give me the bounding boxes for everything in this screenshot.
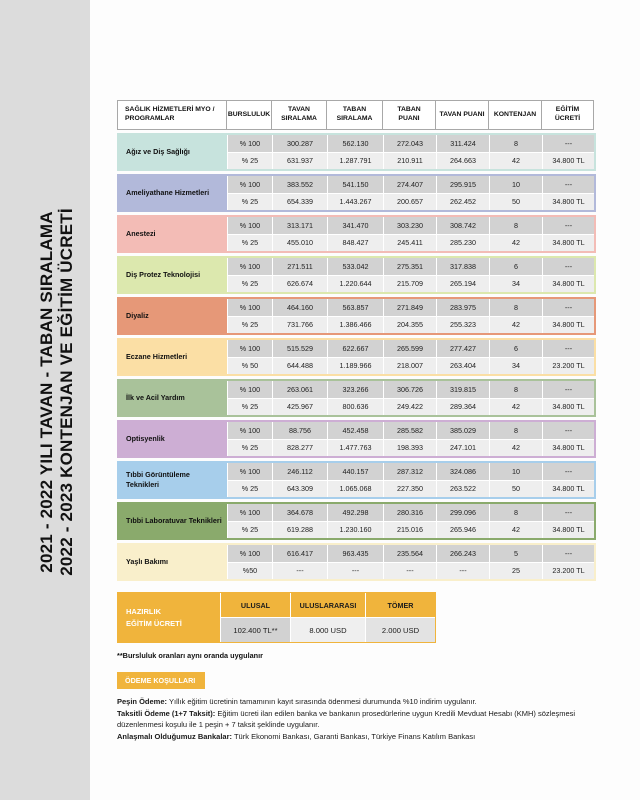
cell-kontenjan: 42 [490,399,542,416]
program-group [117,174,596,212]
cell-bursluluk: % 25 [228,481,272,498]
prep-col-uluslararasi: ULUSLARARASI [291,593,365,617]
program-group [117,133,596,171]
cell-kontenjan: 42 [490,522,542,539]
cell-taban-siralama: 323.266 [328,381,383,398]
payment-item-text: Yıllık eğitim ücretinin tamamının kayıt sırasında ödenmesi durumunda %10 indirim uygulanır. [167,697,477,706]
cell-tavan-siralama: 455.010 [273,235,327,252]
side-title [37,208,77,576]
program-group [117,502,596,540]
prep-fee-title-line1: HAZIRLIK [126,607,161,617]
col-header-kontenjan: KONTENJAN [489,101,541,129]
cell-taban-puani: 303.230 [384,217,436,234]
cell-taban-siralama: 622.667 [328,340,383,357]
cell-tavan-siralama: 88.756 [273,422,327,439]
cell-tavan-siralama: --- [273,563,327,580]
cell-egitim-ucreti: 34.800 TL [543,481,594,498]
cell-tavan-siralama: 731.766 [273,317,327,334]
cell-taban-siralama: 562.130 [328,135,383,152]
program-name: Ameliyathane Hizmetleri [119,176,227,210]
cell-kontenjan: 5 [490,545,542,562]
cell-kontenjan: 10 [490,463,542,480]
program-group [117,379,596,417]
cell-tavan-puani: 264.663 [437,153,489,170]
cell-taban-siralama: 1.230.160 [328,522,383,539]
cell-taban-siralama: 963.435 [328,545,383,562]
cell-kontenjan: 50 [490,194,542,211]
program-group [117,297,596,335]
cell-tavan-puani: 283.975 [437,299,489,316]
program-name: Diş Protez Teknolojisi [119,258,227,292]
cell-bursluluk: % 25 [228,522,272,539]
cell-tavan-puani: 319.815 [437,381,489,398]
program-name: İlk ve Acil Yardım [119,381,227,415]
program-group [117,543,596,581]
cell-taban-puani: --- [384,563,436,580]
cell-egitim-ucreti: --- [543,504,594,521]
program-name: Anestezi [119,217,227,251]
payment-item [117,696,595,708]
cell-bursluluk: % 100 [228,340,272,357]
payment-item [117,708,595,731]
cell-tavan-puani: 247.101 [437,440,489,457]
cell-tavan-puani: 299.096 [437,504,489,521]
cell-tavan-siralama: 464.160 [273,299,327,316]
cell-tavan-puani: 262.452 [437,194,489,211]
cell-tavan-puani: 285.230 [437,235,489,252]
cell-egitim-ucreti: 34.800 TL [543,399,594,416]
cell-tavan-siralama: 313.171 [273,217,327,234]
cell-taban-siralama: 440.157 [328,463,383,480]
cell-kontenjan: 8 [490,504,542,521]
prep-fee-title-line2: EĞİTİM ÜCRETİ [126,618,182,628]
prep-col-ulusal: ULUSAL [221,593,290,617]
cell-tavan-siralama: 263.061 [273,381,327,398]
col-header-tavan-siralama: TAVAN SIRALAMA [272,101,326,129]
cell-bursluluk: % 25 [228,317,272,334]
cell-bursluluk: % 100 [228,545,272,562]
cell-egitim-ucreti: 34.800 TL [543,194,594,211]
cell-bursluluk: % 100 [228,463,272,480]
main-content [117,100,596,742]
cell-tavan-puani: 324.086 [437,463,489,480]
cell-tavan-puani: 289.364 [437,399,489,416]
cell-taban-siralama: 563.857 [328,299,383,316]
cell-kontenjan: 10 [490,176,542,193]
program-name: Tıbbi Görüntüleme Teknikleri [119,463,227,497]
prep-val-ulusal: 102.400 TL** [221,618,290,642]
cell-bursluluk: % 25 [228,399,272,416]
cell-kontenjan: 25 [490,563,542,580]
program-group [117,461,596,499]
cell-tavan-siralama: 425.967 [273,399,327,416]
cell-tavan-siralama: 300.287 [273,135,327,152]
cell-taban-puani: 227.350 [384,481,436,498]
cell-bursluluk: % 100 [228,381,272,398]
payment-item-label: Taksitli Ödeme (1+7 Taksit): [117,708,216,718]
col-header-programs: SAĞLIK HİZMETLERİ MYO / PROGRAMLAR [118,101,226,129]
cell-taban-siralama: 541.150 [328,176,383,193]
cell-tavan-siralama: 643.309 [273,481,327,498]
cell-egitim-ucreti: 34.800 TL [543,522,594,539]
cell-taban-puani: 204.355 [384,317,436,334]
payment-item-label: Anlaşmalı Olduğumuz Bankalar: [117,731,233,741]
cell-taban-puani: 198.393 [384,440,436,457]
col-header-tavan-puani: TAVAN PUANI [436,101,488,129]
cell-kontenjan: 42 [490,153,542,170]
cell-taban-puani: 272.043 [384,135,436,152]
cell-bursluluk: % 25 [228,440,272,457]
cell-tavan-siralama: 626.674 [273,276,327,293]
program-name: Optisyenlik [119,422,227,456]
cell-taban-puani: 210.911 [384,153,436,170]
program-name: Eczane Hizmetleri [119,340,227,374]
cell-kontenjan: 8 [490,422,542,439]
cell-taban-puani: 275.351 [384,258,436,275]
cell-kontenjan: 34 [490,358,542,375]
cell-kontenjan: 8 [490,381,542,398]
cell-egitim-ucreti: --- [543,135,594,152]
cell-taban-siralama: 533.042 [328,258,383,275]
cell-tavan-siralama: 654.339 [273,194,327,211]
payment-item-text: Türk Ekonomi Bankası, Garanti Bankası, Türkiye Finans Katılım Bankası [232,731,476,741]
cell-kontenjan: 42 [490,317,542,334]
payment-item-label: Peşin Ödeme: [117,697,168,706]
cell-tavan-siralama: 271.511 [273,258,327,275]
programs-table-body [117,133,596,581]
cell-kontenjan: 42 [490,235,542,252]
cell-tavan-puani: 277.427 [437,340,489,357]
cell-tavan-puani: 265.946 [437,522,489,539]
cell-taban-siralama: 800.636 [328,399,383,416]
cell-tavan-siralama: 515.529 [273,340,327,357]
cell-egitim-ucreti: 34.800 TL [543,235,594,252]
cell-bursluluk: % 100 [228,176,272,193]
prep-fee-title [118,593,220,642]
cell-taban-siralama: 1.386.466 [328,317,383,334]
program-group [117,256,596,294]
cell-bursluluk: % 100 [228,217,272,234]
cell-taban-siralama: --- [328,563,383,580]
cell-taban-siralama: 1.287.791 [328,153,383,170]
prep-val-uluslararasi: 8.000 USD [291,618,365,642]
program-group [117,215,596,253]
cell-tavan-puani: --- [437,563,489,580]
col-header-taban-puani: TABAN PUANI [383,101,435,129]
cell-taban-puani: 274.407 [384,176,436,193]
cell-egitim-ucreti: 34.800 TL [543,153,594,170]
cell-taban-puani: 287.312 [384,463,436,480]
cell-tavan-siralama: 616.417 [273,545,327,562]
cell-tavan-puani: 311.424 [437,135,489,152]
cell-kontenjan: 42 [490,440,542,457]
cell-taban-siralama: 1.477.763 [328,440,383,457]
side-title-line2: 2022 - 2023 KONTENJAN VE EĞİTİM ÜCRETİ [57,208,76,576]
cell-bursluluk: % 100 [228,258,272,275]
cell-tavan-siralama: 644.488 [273,358,327,375]
cell-taban-puani: 218.007 [384,358,436,375]
payment-terms-badge: ÖDEME KOŞULLARI [117,672,205,689]
cell-egitim-ucreti: --- [543,545,594,562]
prep-val-tomer: 2.000 USD [366,618,435,642]
cell-bursluluk: % 100 [228,422,272,439]
cell-egitim-ucreti: --- [543,340,594,357]
cell-tavan-puani: 308.742 [437,217,489,234]
cell-taban-siralama: 1.220.644 [328,276,383,293]
cell-tavan-puani: 255.323 [437,317,489,334]
cell-tavan-puani: 263.522 [437,481,489,498]
cell-kontenjan: 8 [490,299,542,316]
program-name: Tıbbi Laboratuvar Teknikleri [119,504,227,538]
cell-egitim-ucreti: --- [543,381,594,398]
cell-egitim-ucreti: 34.800 TL [543,317,594,334]
cell-bursluluk: % 25 [228,235,272,252]
side-title-line1: 2021 - 2022 YILI TAVAN - TABAN SIRALAMA [37,211,56,573]
cell-taban-puani: 215.709 [384,276,436,293]
cell-taban-puani: 200.657 [384,194,436,211]
program-name: Diyaliz [119,299,227,333]
cell-bursluluk: % 25 [228,276,272,293]
cell-taban-siralama: 1.443.267 [328,194,383,211]
cell-bursluluk: % 100 [228,504,272,521]
program-name: Ağız ve Diş Sağlığı [119,135,227,169]
cell-taban-puani: 249.422 [384,399,436,416]
cell-egitim-ucreti: --- [543,422,594,439]
cell-egitim-ucreti: 23.200 TL [543,358,594,375]
col-header-taban-siralama: TABAN SIRALAMA [327,101,382,129]
cell-tavan-puani: 385.029 [437,422,489,439]
cell-taban-siralama: 492.298 [328,504,383,521]
cell-tavan-puani: 295.915 [437,176,489,193]
cell-taban-siralama: 1.065.068 [328,481,383,498]
cell-taban-puani: 306.726 [384,381,436,398]
cell-egitim-ucreti: --- [543,258,594,275]
cell-tavan-siralama: 619.288 [273,522,327,539]
cell-taban-siralama: 1.189.966 [328,358,383,375]
cell-tavan-siralama: 631.937 [273,153,327,170]
cell-taban-siralama: 341.470 [328,217,383,234]
cell-egitim-ucreti: --- [543,176,594,193]
cell-egitim-ucreti: 34.800 TL [543,440,594,457]
cell-egitim-ucreti: --- [543,217,594,234]
col-header-egitim-ucreti: EĞİTİM ÜCRETİ [542,101,593,129]
cell-egitim-ucreti: --- [543,463,594,480]
cell-kontenjan: 50 [490,481,542,498]
cell-bursluluk: % 100 [228,135,272,152]
cell-bursluluk: % 50 [228,358,272,375]
col-header-bursluluk: BURSLULUK [227,101,271,129]
cell-taban-puani: 215.016 [384,522,436,539]
cell-tavan-siralama: 828.277 [273,440,327,457]
table-header-row [117,100,594,130]
payment-item [117,731,595,743]
cell-taban-puani: 280.316 [384,504,436,521]
program-group [117,420,596,458]
cell-tavan-puani: 265.194 [437,276,489,293]
cell-bursluluk: % 100 [228,299,272,316]
scholarship-footnote: **Bursluluk oranları aynı oranda uygulanır [117,651,263,660]
cell-egitim-ucreti: 23.200 TL [543,563,594,580]
cell-taban-puani: 271.849 [384,299,436,316]
cell-egitim-ucreti: --- [543,299,594,316]
cell-kontenjan: 8 [490,135,542,152]
cell-taban-puani: 245.411 [384,235,436,252]
cell-tavan-puani: 263.404 [437,358,489,375]
cell-egitim-ucreti: 34.800 TL [543,276,594,293]
cell-kontenjan: 6 [490,258,542,275]
cell-tavan-puani: 317.838 [437,258,489,275]
payment-item-text: Eğitim ücreti ilan edilen banka ve bankanın prosedürlerine uygun Kredili Mevduat Hesabı (KMH) sözleşmesi düzenlenmesi koşulu ile 1 peşin + 7 taksit şeklinde uygulanır. [117,708,576,729]
cell-taban-siralama: 848.427 [328,235,383,252]
cell-tavan-siralama: 246.112 [273,463,327,480]
cell-taban-puani: 285.582 [384,422,436,439]
cell-tavan-puani: 266.243 [437,545,489,562]
cell-bursluluk: % 25 [228,194,272,211]
cell-taban-puani: 235.564 [384,545,436,562]
cell-kontenjan: 8 [490,217,542,234]
cell-bursluluk: %50 [228,563,272,580]
prep-fee-table [117,592,436,643]
cell-bursluluk: % 25 [228,153,272,170]
cell-tavan-siralama: 364.678 [273,504,327,521]
program-name: Yaşlı Bakımı [119,545,227,579]
cell-tavan-siralama: 383.552 [273,176,327,193]
program-group [117,338,596,376]
payment-terms-list [117,696,595,742]
prep-col-tomer: TÖMER [366,593,435,617]
cell-taban-puani: 265.599 [384,340,436,357]
cell-kontenjan: 6 [490,340,542,357]
cell-kontenjan: 34 [490,276,542,293]
cell-taban-siralama: 452.458 [328,422,383,439]
